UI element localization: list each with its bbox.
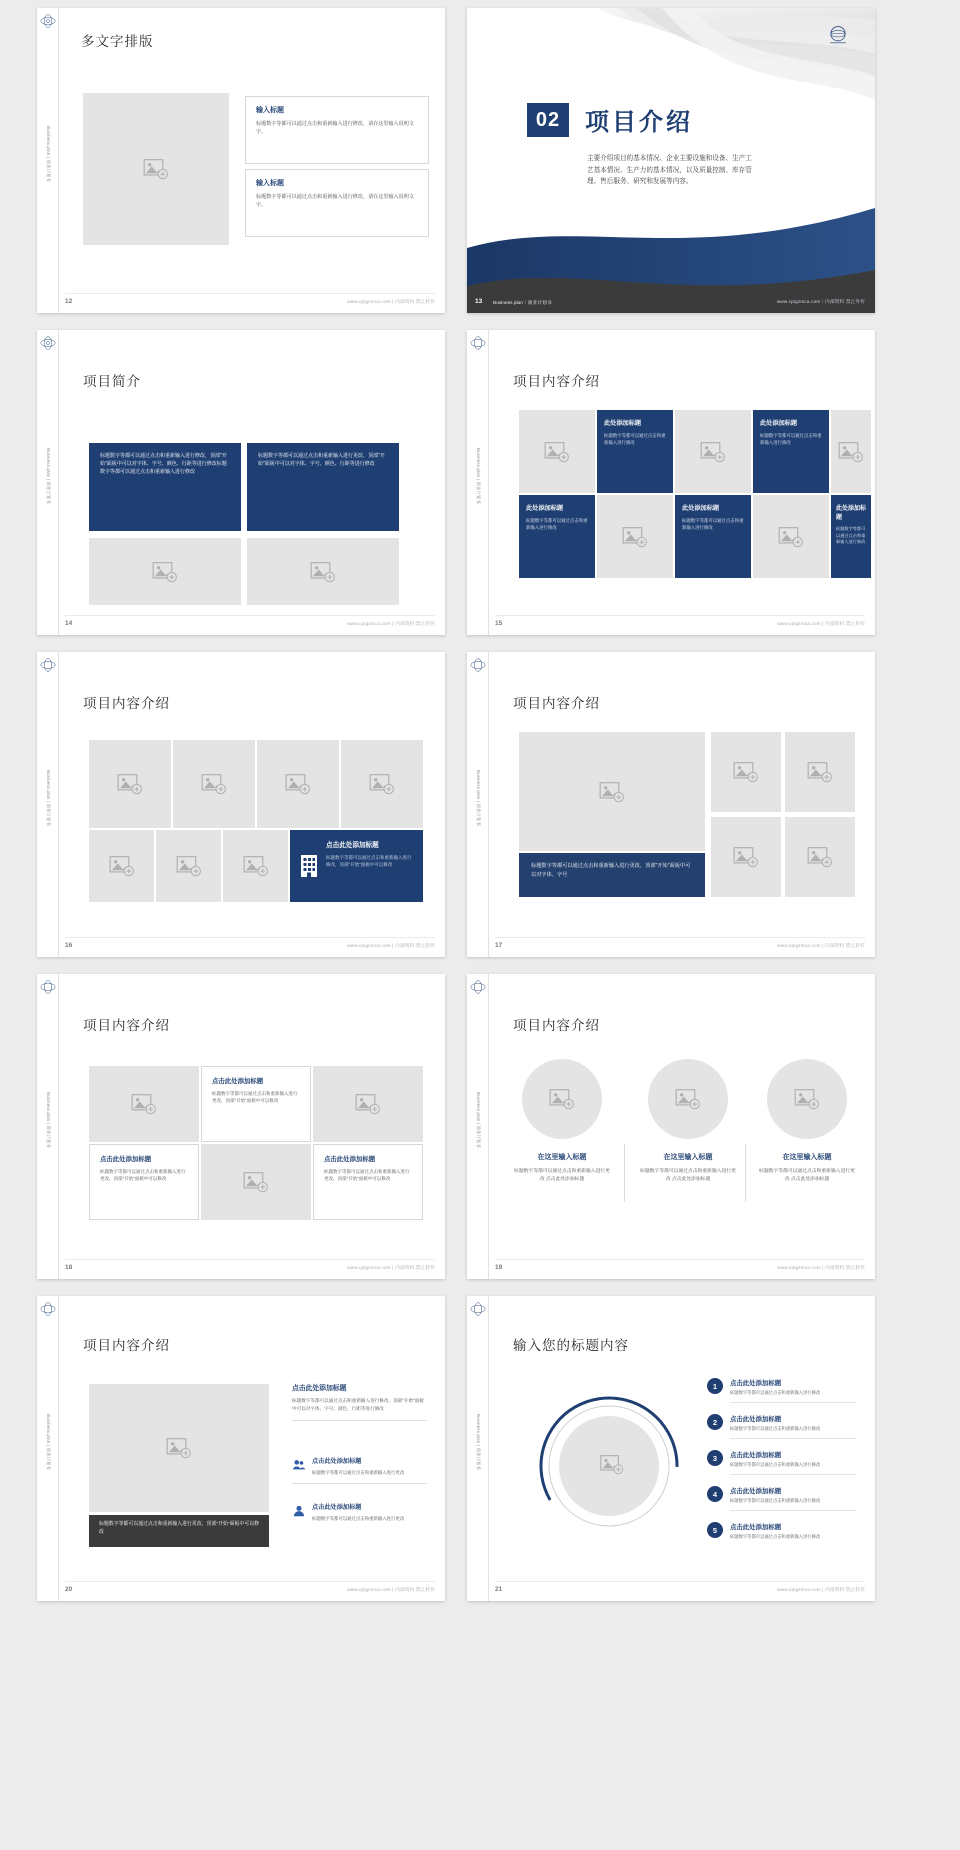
footer-url: www.cpigzmca.com | 内部资料 禁止转传 [347,1587,435,1592]
page-title: 项目简介 [83,374,141,389]
image-placeholder-icon [599,781,625,803]
image-placeholder[interactable] [597,495,673,578]
image-placeholder-icon [243,1171,269,1193]
slide-19[interactable] [467,974,875,1279]
brand-emblem-icon [825,22,851,48]
image-placeholder[interactable] [223,830,288,902]
column-body: 标题数字等都可以通过点击和重新输入进行更改 点击此处添加标题 [759,1169,855,1183]
brand-logo-icon [40,1302,56,1316]
page-number: 16 [65,942,73,949]
list-item[interactable] [707,1522,856,1541]
image-placeholder-icon [143,158,169,180]
column-heading: 在这里输入标题 [782,1154,832,1161]
image-placeholder[interactable] [89,538,241,605]
item-heading: 点击此处添加标题 [730,1488,782,1495]
footer-url: www.cpigzmca.com | 内部资料 禁止转传 [777,1587,865,1592]
column-body: 标题数字等都可以通过点击和重新输入进行更改 点击此处添加标题 [640,1169,736,1183]
image-placeholder-icon [310,561,336,583]
rail-label: Business plan | 商业计划书 [45,1092,51,1149]
card-body: 标题数字等都可以通过点击和重新输入进行修改 [760,433,822,446]
rail-label: Business plan | 商业计划书 [475,770,481,827]
card-heading: 点击此处添加标题 [326,842,379,849]
item-heading: 点击此处添加标题 [730,1380,782,1387]
item-index: 1 [707,1378,723,1394]
image-placeholder-icon [176,855,202,877]
card-heading: 此处添加标题 [836,506,867,521]
page-number: 18 [65,1264,73,1271]
page-number: 15 [495,620,503,627]
image-placeholder[interactable] [247,538,399,605]
divider [730,1402,856,1403]
column-heading: 在这里输入标题 [663,1154,713,1161]
rail-label: Business plan | 商业计划书 [45,126,51,183]
image-placeholder-icon [131,1093,157,1115]
list-item[interactable] [292,1382,427,1421]
brand-logo-icon [40,336,56,350]
footer-divider [495,1259,865,1260]
brand-logo-icon [40,980,56,994]
footer-url: www.cpigzmca.com | 内部资料 禁止转传 [347,299,435,304]
image-placeholder-main[interactable] [519,732,705,851]
image-placeholder-icon [109,855,135,877]
divider [624,1144,625,1202]
slide-20[interactable] [37,1296,445,1601]
divider [730,1438,856,1439]
image-placeholder[interactable] [89,830,154,902]
image-placeholder-icon [807,761,833,783]
image-placeholder-icon[interactable] [600,1454,624,1475]
item-heading: 点击此处添加标题 [730,1416,782,1423]
footer-divider [495,937,865,938]
footer-url: www.cpigzmca.com | 内部资料 禁止转传 [777,1265,865,1270]
image-placeholder-icon [355,1093,381,1115]
content-card[interactable] [831,495,871,578]
slide-14[interactable] [37,330,445,635]
item-body: 标题数字等都可以通过点击和重新输入进行修改 [730,1390,821,1395]
image-placeholder[interactable] [257,740,339,828]
page-number: 17 [495,942,503,949]
rail-label: Business plan | 商业计划书 [45,770,51,827]
caption-text: 标题数字等都可以通过点击和重新输入进行更改，顶部"开始"面板中可以对字体、字号 [531,863,691,878]
image-placeholder-main[interactable] [89,1384,269,1512]
item-body: 标题数字等都可以通过点击和重新输入进行修改 [730,1534,821,1539]
image-placeholder-icon [201,773,227,795]
image-placeholder-icon [700,441,726,463]
item-index: 5 [707,1522,723,1538]
item-body: 标题数字等都可以通过点击和重新输入进行修改 [730,1498,821,1503]
section-title: 项目介绍 [585,109,693,136]
card-body: 标题数字等都可以通过点击和重新输入进行修改 [682,518,744,531]
image-placeholder[interactable] [89,740,171,828]
footer-divider [495,1581,865,1582]
image-placeholder-icon [733,846,759,868]
card-heading: 点击此处添加标题 [212,1078,264,1085]
content-card[interactable] [201,1066,311,1142]
slide-21[interactable] [467,1296,875,1601]
image-placeholder[interactable] [648,1059,728,1139]
image-placeholder[interactable] [831,410,871,493]
image-placeholder-icon [544,441,570,463]
text-block[interactable] [245,96,429,164]
image-placeholder-icon [152,561,178,583]
image-placeholder[interactable] [785,732,855,812]
slide-rail [37,652,59,957]
card-body: 标题数字等都可以通过点击和重新输入进行更改，顶部"开始"面板中可以修改 [212,1091,298,1104]
slide-rail [37,330,59,635]
people-icon [292,1458,306,1472]
brand-logo-icon [470,658,486,672]
footer-divider [65,1259,435,1260]
image-placeholder[interactable] [711,732,781,812]
building-icon [299,852,319,878]
text-panel-left[interactable] [89,443,241,531]
divider [292,1483,427,1484]
slide-15[interactable] [467,330,875,635]
image-placeholder[interactable] [313,1066,423,1142]
page-number: 14 [65,620,73,627]
item-body: 标题数字等都可以通过点击和重新输入进行修改，顶部"开始"面板中可以对字体、字号、颜色、行距等进行修改 [292,1398,424,1411]
rail-label: Business plan | 商业计划书 [475,1414,481,1471]
slide-18[interactable] [37,974,445,1279]
list-item[interactable] [707,1414,856,1439]
rail-label: Business plan | 商业计划书 [475,448,481,505]
section-body: 主要介绍项目的基本情况、企业主要设施和设备、生产工艺基本情况、生产力的基本情况，以及质量控制、库存管理、售后服务、研究和发展等内容。 [587,155,752,186]
footer-label: Business plan｜商业计划书 [493,301,552,306]
image-placeholder[interactable] [89,1066,199,1142]
image-placeholder[interactable] [173,740,255,828]
item-index: 3 [707,1450,723,1466]
image-placeholder-icon [807,846,833,868]
slide-rail [467,330,489,635]
page-title: 项目内容介绍 [83,696,170,711]
card-body: 标题数字等都可以通过点击和重新输入进行修改，顶部"开始"面板中可以修改 [326,855,412,868]
slide-16[interactable] [37,652,445,957]
image-placeholder-icon [549,1088,575,1110]
image-placeholder-icon [733,761,759,783]
item-heading: 点击此处添加标题 [730,1452,782,1459]
footer-divider [65,293,435,294]
item-heading: 点击此处添加标题 [312,1458,362,1465]
page-title: 输入您的标题内容 [513,1338,629,1353]
slide-rail [37,8,59,313]
image-placeholder[interactable] [753,495,829,578]
slide-rail [37,974,59,1279]
item-heading: 点击此处添加标题 [312,1504,362,1511]
divider [745,1144,746,1202]
image-placeholder-icon [622,526,648,548]
item-heading: 点击此处添加标题 [730,1524,782,1531]
item-index: 4 [707,1486,723,1502]
footer-url: www.cpigzmca.com | 内部资料 禁止转传 [347,621,435,626]
image-placeholder[interactable] [767,1059,847,1139]
caption-text: 标题数字等都可以通过点击和重新输入进行更改，顶部"开始"面板中可以修改 [99,1522,259,1535]
column-heading: 在这里输入标题 [537,1154,587,1161]
footer-divider [495,615,865,616]
footer-url: www.cpigzmca.com | 内部资料 禁止转传 [777,621,865,626]
content-card[interactable] [313,1144,423,1220]
brand-logo-icon [470,336,486,350]
card-heading: 此处添加标题 [526,505,564,512]
item-body: 标题数字等都可以通过点击和重新输入进行修改 [730,1426,821,1431]
content-card[interactable] [519,495,595,578]
card-body: 标题数字等都可以通过点击和重新输入进行修改 [604,433,666,446]
block-body: 标题数字等都可以通过点击和重新输入进行修改，请在这里输入说明文字。 [256,121,414,136]
footer-url: www.cpigzmca.com | 内部资料 禁止转传 [777,943,865,948]
page-number: 12 [65,298,73,305]
footer-divider [65,615,435,616]
image-placeholder[interactable] [522,1059,602,1139]
image-placeholder[interactable] [83,93,229,245]
page-title: 项目内容介绍 [83,1338,170,1353]
footer-divider [65,1581,435,1582]
image-placeholder[interactable] [201,1144,311,1220]
image-placeholder-icon [166,1437,192,1459]
person-icon [292,1504,306,1518]
page-number: 21 [495,1586,503,1593]
image-placeholder[interactable] [675,410,751,493]
footer-url: www.cpigzmca.com | 内部资料 禁止转传 [347,943,435,948]
column-body: 标题数字等都可以通过点击和重新输入进行更改 点击此处添加标题 [514,1169,610,1183]
divider [730,1474,856,1475]
image-placeholder-icon [117,773,143,795]
slide-rail [467,652,489,957]
block-heading: 输入标题 [256,180,284,187]
item-body: 标题数字等都可以通过点击和重新输入进行更改 [312,1470,405,1475]
text-panel-right[interactable] [247,443,399,531]
card-heading: 点击此处添加标题 [100,1156,152,1163]
image-placeholder[interactable] [519,410,595,493]
page-number: 19 [495,1264,503,1271]
page-title: 项目内容介绍 [513,374,600,389]
image-placeholder-icon [838,441,864,463]
image-placeholder-icon [794,1088,820,1110]
content-card[interactable] [597,410,673,493]
caption-panel[interactable] [89,1515,269,1547]
image-placeholder-icon [285,773,311,795]
list-item[interactable] [292,1456,427,1484]
page-title: 项目内容介绍 [83,1018,170,1033]
image-placeholder[interactable] [785,817,855,897]
page-title: 项目内容介绍 [513,1018,600,1033]
content-card[interactable] [290,830,423,902]
card-body: 标题数字等都可以通过点击和重新输入进行更改，顶部"开始"面板中可以修改 [100,1169,186,1182]
card-body: 标题数字等都可以通过点击和重新输入进行更改，顶部"开始"面板中可以修改 [324,1169,410,1182]
page-number: 13 [475,298,483,305]
card-heading: 此处添加标题 [760,420,798,427]
slide-rail [37,1296,59,1601]
content-card[interactable] [89,1144,199,1220]
block-heading: 输入标题 [256,107,284,114]
brand-logo-icon [40,14,56,28]
image-placeholder-icon [243,855,269,877]
image-placeholder[interactable] [341,740,423,828]
list-item[interactable] [707,1378,856,1403]
card-heading: 此处添加标题 [604,420,642,427]
image-placeholder-icon [675,1088,701,1110]
block-body: 标题数字等都可以通过点击和重新输入进行修改，请在这里输入说明文字。 [256,194,414,209]
image-placeholder-icon [778,526,804,548]
item-heading: 点击此处添加标题 [292,1385,347,1392]
card-body: 标题数字等都可以通过点击和重新输入进行修改 [836,526,866,545]
content-card[interactable] [753,410,829,493]
rail-label: Business plan | 商业计划书 [475,1092,481,1149]
item-body: 标题数字等都可以通过点击和重新输入进行修改 [730,1462,821,1467]
page-title: 项目内容介绍 [513,696,600,711]
brand-logo-icon [40,658,56,672]
slide-12[interactable] [37,8,445,313]
list-item[interactable] [707,1486,856,1511]
panel-body: 标题数字等都可以通过点击和重新输入进行修改，顶部"开始"面板中可以对字体、字号、颜色、行距等进行修改标题数字等都可以通过点击和重新输入进行修改 [100,453,227,476]
card-body: 标题数字等都可以通过点击和重新输入进行修改 [526,518,588,531]
rail-label: Business plan | 商业计划书 [45,448,51,505]
list-item[interactable] [707,1450,856,1475]
section-number: 02 [527,103,569,137]
image-placeholder-icon [369,773,395,795]
item-index: 2 [707,1414,723,1430]
slide-17[interactable] [467,652,875,957]
card-heading: 此处添加标题 [682,505,720,512]
slide-rail [467,1296,489,1601]
caption-panel[interactable] [519,853,705,897]
slide-13[interactable] [467,8,875,313]
card-heading: 点击此处添加标题 [324,1156,376,1163]
brand-logo-icon [470,980,486,994]
content-card[interactable] [675,495,751,578]
footer-url: www.cpigzmca.com｜内部资料 禁止外传 [776,299,865,304]
divider [730,1510,856,1511]
image-placeholder[interactable] [711,817,781,897]
page-number: 20 [65,1586,73,1593]
list-item[interactable] [292,1502,427,1522]
brand-logo-icon [470,1302,486,1316]
image-placeholder[interactable] [156,830,221,902]
item-body: 标题数字等都可以通过点击和重新输入进行更改 [312,1516,405,1521]
text-block[interactable] [245,169,429,237]
panel-body: 标题数字等都可以通过点击和重新输入进行更改，顶部"开始"面板中可以对字体、字号、颜色、行距等进行修改 [258,453,385,468]
rail-label: Business plan | 商业计划书 [45,1414,51,1471]
footer-divider [65,937,435,938]
divider [292,1420,427,1421]
page-title: 多文字排版 [81,34,154,49]
slide-rail [467,974,489,1279]
footer-url: www.cpigzmca.com | 内部资料 禁止转传 [347,1265,435,1270]
